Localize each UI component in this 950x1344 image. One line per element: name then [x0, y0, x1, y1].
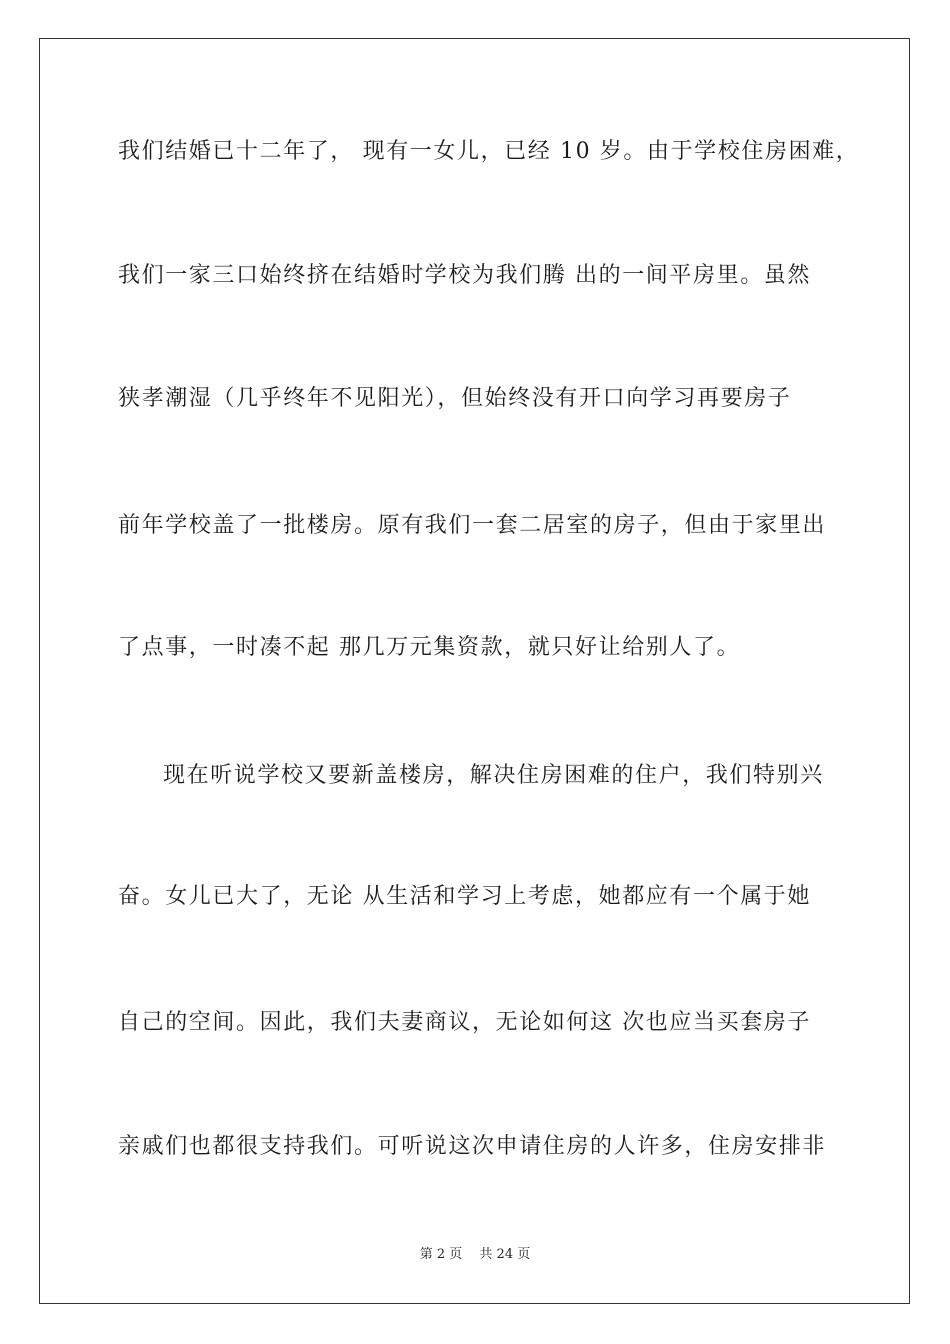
text-line: 亲戚们也都很支持我们。可听说这次申请住房的人许多，住房安排非	[118, 1134, 827, 1159]
text-line: 奋。女儿已大了，无论 从生活和学习上考虑，她都应有一个属于她	[118, 884, 811, 909]
text-line: 前年学校盖了一批楼房。原有我们一套二居室的房子，但由于家里出	[118, 513, 827, 538]
page-number-footer: 第 2 页 共 24 页	[419, 1247, 531, 1262]
text-line: 我们一家三口始终挤在结婚时学校为我们腾 出的一间平房里。虽然	[118, 263, 811, 288]
text-line: 自己的空间。因此，我们夫妻商议，无论如何这 次也应当买套房子	[118, 1010, 811, 1035]
page-border	[39, 38, 910, 1304]
paragraph-first-line: 现在听说学校又要新盖楼房，解决住房困难的住户，我们特别兴	[163, 763, 824, 788]
text-line: 我们结婚已十二年了， 现有一女儿，已经 10 岁。由于学校住房困难，	[118, 139, 860, 164]
text-line: 了点事，一时凑不起 那几万元集资款，就只好让给别人了。	[118, 635, 741, 660]
text-line: 狭孝潮湿（几乎终年不见阳光），但始终没有开口向学习再要房子	[118, 386, 792, 411]
